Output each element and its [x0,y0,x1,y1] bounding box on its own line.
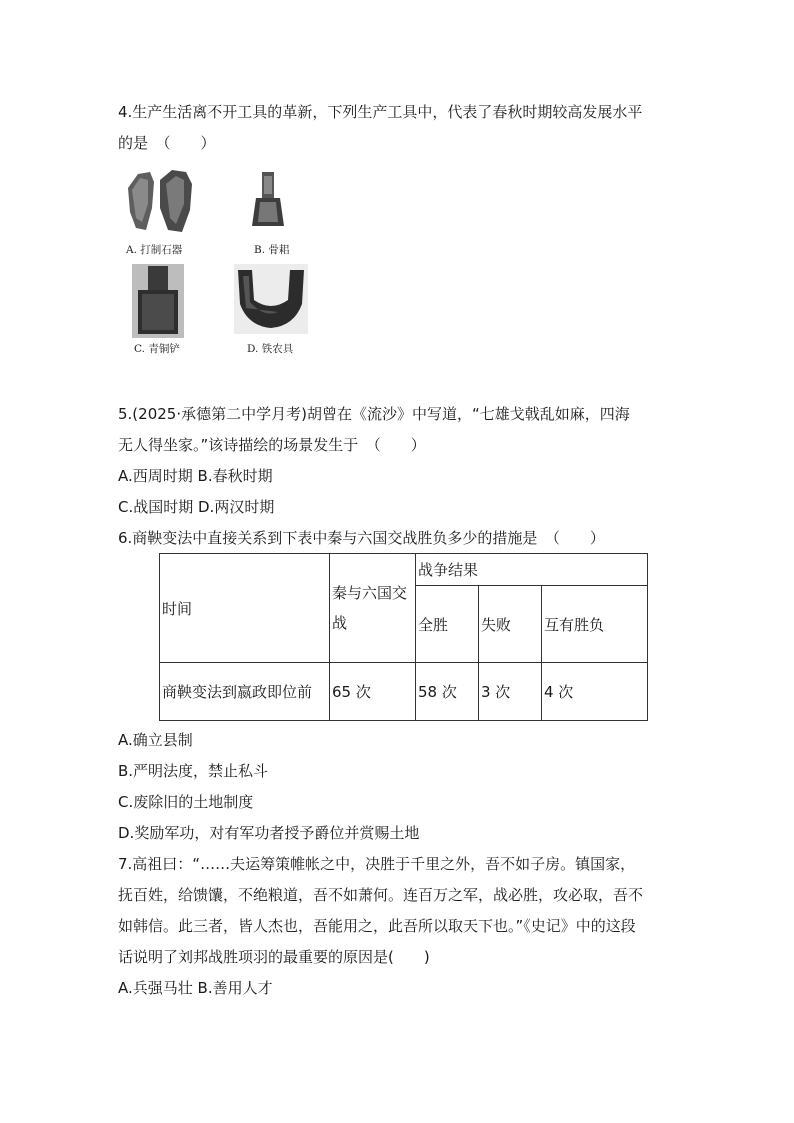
option-a-caption: A. 打制石器 [126,244,183,256]
bone-spade-photo [250,170,286,236]
chipped-stone-tools-photo [124,168,196,236]
q7-options-line1: A.兵强马壮 B.善用人才 [118,979,273,997]
subheader-win: 全胜 [416,586,479,663]
q4-stem-line2: 的是 （ ） [118,134,216,152]
cell-period: 商鞅变法到嬴政即位前 [160,663,330,721]
cell-draw: 4 次 [542,663,648,721]
q7-stem-line1: 7.高祖曰：“……夫运筹策帷帐之中，决胜于千里之外，吾不如子房。镇国家， [118,855,636,873]
q7-stem-line2: 抚百姓，给馈馕，不绝粮道，吾不如萧何。连百万之军，战必胜，攻必取，吾不 [118,886,644,904]
header-result: 战争结果 [416,554,648,586]
q7-stem-line4: 话说明了刘邦战胜项羽的最重要的原因是( ) [118,948,430,966]
option-c-caption: C. 青铜铲 [134,343,180,355]
bronze-shovel-photo [132,264,184,338]
q6-option-c: C.废除旧的土地制度 [118,793,254,811]
q5-options-line1: A.西周时期 B.春秋时期 [118,467,273,485]
cell-battles: 65 次 [330,663,416,721]
subheader-draw: 互有胜负 [542,586,648,663]
q6-option-b: B.严明法度，禁止私斗 [118,762,269,780]
header-battles: 秦与六国交战 [330,554,416,663]
q6-option-a: A.确立县制 [118,731,193,749]
q4-stem-line1: 4.生产生活离不开工具的革新，下列生产工具中，代表了春秋时期较高发展水平 [118,103,643,121]
option-b-caption: B. 骨耜 [254,244,290,256]
cell-lose: 3 次 [479,663,542,721]
option-d-caption: D. 铁农具 [247,343,294,355]
header-time: 时间 [160,554,330,663]
q7-stem-line3: 如韩信。此三者，皆人杰也，吾能用之，此吾所以取天下也。”《史记》中的这段 [118,917,636,935]
q5-options-line2: C.战国时期 D.两汉时期 [118,498,275,516]
subheader-lose: 失败 [479,586,542,663]
q5-stem-line1: 5.(2025·承德第二中学月考)胡曾在《流沙》中写道，“七雄戈戟乱如麻，四海 [118,405,630,423]
q6-option-d: D.奖励军功，对有军功者授予爵位并赏赐土地 [118,824,420,842]
iron-farm-tool-photo [234,264,308,334]
table-row [160,663,648,721]
q6-stem: 6.商鞅变法中直接关系到下表中秦与六国交战胜负多少的措施是 （ ） [118,529,605,547]
q5-stem-line2: 无人得坐家。”该诗描绘的场景发生于 （ ） [118,436,426,454]
battle-results-table [159,553,648,721]
cell-win: 58 次 [416,663,479,721]
